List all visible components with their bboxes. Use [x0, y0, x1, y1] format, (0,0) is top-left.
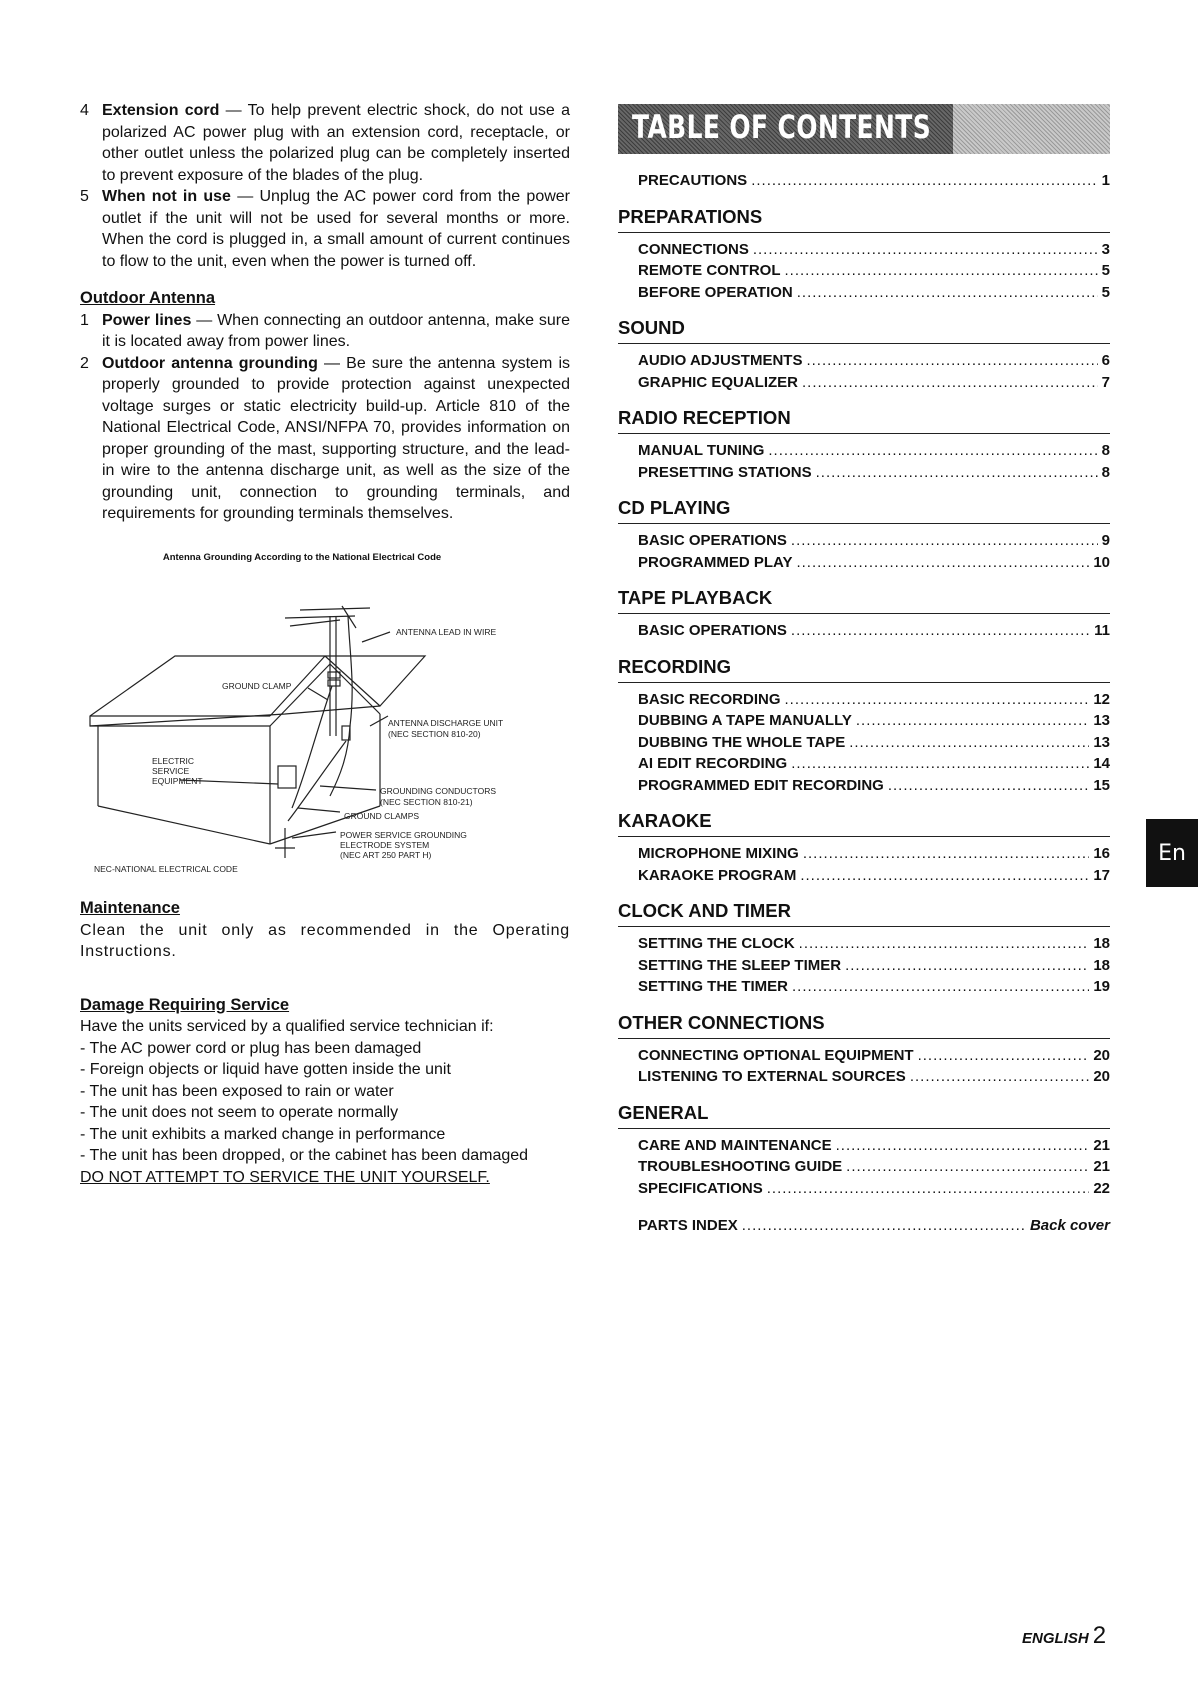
house-antenna-illustration [80, 576, 520, 876]
toc-section-heading: RADIO RECEPTION [618, 407, 1110, 434]
toc-leader-dots [768, 440, 1097, 462]
toc-entry-label: SPECIFICATIONS [638, 1179, 763, 1197]
item-text: — To help prevent electric shock, do not use a polarized AC power plug with an extension cord, receptacle, or other outlet unless the polarized plug can be completely inserted to prevent exposure of the blades of the plug. [102, 102, 570, 184]
toc-entry[interactable] [618, 239, 1110, 261]
toc-entry-page: 22 [1093, 1179, 1110, 1197]
toc-entry[interactable] [618, 530, 1110, 552]
toc-entry-label: CARE AND MAINTENANCE [638, 1136, 832, 1154]
toc-leader-dots [816, 462, 1098, 484]
label-conductors-section: (NEC SECTION 810-21) [380, 797, 473, 807]
toc-leader-dots [910, 1066, 1090, 1088]
label-electric: ELECTRIC [152, 756, 195, 766]
label-discharge-section: (NEC SECTION 810-20) [388, 729, 481, 739]
list-item: - The unit has been exposed to rain or water [80, 1082, 394, 1100]
table-of-contents [618, 104, 1110, 1237]
toc-entry-label: GRAPHIC EQUALIZER [638, 373, 799, 391]
label-ground-clamps: GROUND CLAMPS [344, 811, 420, 821]
toc-entry[interactable] [618, 689, 1110, 711]
toc-entry[interactable] [618, 1156, 1110, 1178]
toc-entry-page: 10 [1093, 553, 1110, 571]
toc-section-heading: KARAOKE [618, 810, 1110, 837]
toc-leader-dots [849, 732, 1089, 754]
toc-leader-dots [785, 689, 1090, 711]
toc-entry-label: CONNECTIONS [638, 240, 749, 258]
toc-entry-page: 9 [1101, 532, 1110, 549]
toc-entry-label: CONNECTING OPTIONAL EQUIPMENT [638, 1046, 914, 1064]
page-number: 2 [1092, 1622, 1107, 1649]
damage-heading: Damage Requiring Service [80, 995, 290, 1014]
toc-entry-label: REMOTE CONTROL [638, 262, 781, 279]
toc-entry-label: SETTING THE SLEEP TIMER [638, 956, 842, 974]
item-number: 4 [80, 102, 89, 119]
toc-entry[interactable] [618, 350, 1110, 372]
toc-entry-page: 21 [1093, 1136, 1110, 1154]
toc-entry-label: AUDIO ADJUSTMENTS [638, 352, 803, 369]
toc-title: TABLE OF CONTENTS [632, 108, 932, 146]
toc-sections [618, 206, 1110, 1200]
label-grounding-conductors: GROUNDING CONDUCTORS [380, 786, 497, 796]
toc-entry-page: 20 [1093, 1068, 1110, 1085]
item-text: — Be sure the antenna system is properly grounded to provide protection against unexpected voltage surges or static electricity build-up. Article 810 of the National Electrical Code, ANSI/NFPA 70, provides information on proper grounding of the mast, supporting structure, and the lead-in wire to the antenna discharge unit, as well as the size of the grounding unit, connection to grounding terminals, and requirements for grounding terminals themselves. [102, 354, 570, 522]
toc-leader-dots [753, 239, 1098, 261]
label-antenna-lead-in: ANTENNA LEAD IN WIRE [396, 627, 497, 637]
page-footer [1022, 1622, 1106, 1650]
toc-leader-dots [767, 1178, 1090, 1200]
antenna-grounding-diagram [80, 576, 570, 876]
toc-entry-page: 20 [1093, 1046, 1110, 1064]
toc-entry-page: 14 [1093, 755, 1110, 772]
list-item: - The unit has been dropped, or the cabinet has been damaged [80, 1147, 529, 1164]
toc-leader-dots [802, 372, 1098, 394]
toc-entry-page: 8 [1101, 463, 1110, 481]
item-text: — Unplug the AC power cord from the power outlet if the unit will not be used for several months or more. When the cord is plugged in, a small amount of current continues to flow to the unit, even when the power is turned off. [102, 188, 570, 270]
toc-entry-label: DUBBING A TAPE MANUALLY [638, 712, 852, 729]
toc-entry[interactable] [618, 282, 1110, 304]
toc-leader-dots [856, 710, 1089, 732]
toc-leader-dots [800, 865, 1089, 887]
damage-intro: Have the units serviced by a qualified service technician if: [80, 1018, 494, 1035]
toc-entry[interactable] [618, 260, 1110, 282]
maintenance-text: Clean the unit only as recommended in the Operating Instructions. [80, 921, 570, 960]
toc-entry-page: 18 [1093, 956, 1110, 974]
toc-leader-dots [918, 1045, 1090, 1067]
item-heading: When not in use [102, 188, 231, 205]
list-item: - The AC power cord or plug has been damaged [80, 1039, 422, 1057]
toc-entry-page: 19 [1093, 978, 1110, 995]
item-text: — When connecting an outdoor antenna, make sure it is located away from power lines. [102, 311, 571, 350]
toc-entry-page: 3 [1101, 240, 1110, 258]
toc-entry-label: BASIC OPERATIONS [638, 622, 787, 639]
item-power-lines [80, 310, 570, 353]
toc-entry-label: SETTING THE TIMER [638, 978, 788, 995]
toc-entry-label: DUBBING THE WHOLE TAPE [638, 733, 846, 751]
toc-leader-dots [836, 1135, 1090, 1157]
label-ground-clamp: GROUND CLAMP [222, 681, 292, 691]
figure-title: Antenna Grounding According to the National Electrical Code [162, 551, 442, 563]
toc-entry[interactable] [618, 1135, 1110, 1157]
toc-entry-page: 8 [1101, 442, 1110, 459]
toc-entry-page: 5 [1101, 283, 1110, 301]
toc-leader-dots [799, 933, 1090, 955]
toc-entry-page: 5 [1101, 262, 1110, 279]
toc-section-heading: GENERAL [618, 1102, 1110, 1129]
toc-entry-label: LISTENING TO EXTERNAL SOURCES [638, 1068, 906, 1085]
toc-entry-label: PRESETTING STATIONS [638, 463, 812, 481]
label-service: SERVICE [152, 766, 190, 776]
toc-entry[interactable] [618, 1066, 1110, 1088]
list-item: - Foreign objects or liquid have gotten inside the unit [80, 1061, 451, 1078]
toc-entry-page: 15 [1093, 776, 1110, 794]
toc-entry-label: PARTS INDEX [638, 1217, 738, 1234]
toc-entry[interactable] [618, 462, 1110, 484]
toc-entry-label: TROUBLESHOOTING GUIDE [638, 1158, 843, 1175]
toc-leader-dots [797, 282, 1098, 304]
label-nec: NEC-NATIONAL ELECTRICAL CODE [94, 864, 238, 874]
toc-section-heading: PREPARATIONS [618, 206, 1110, 233]
toc-entry-label: MANUAL TUNING [638, 442, 765, 459]
toc-leader-dots [888, 775, 1089, 797]
toc-entry-page: 16 [1093, 845, 1110, 862]
label-electrode-2: ELECTRODE SYSTEM [340, 840, 430, 850]
toc-entry[interactable] [618, 843, 1110, 865]
toc-leader-dots [806, 350, 1097, 372]
label-electrode-3: (NEC ART 250 PART H) [340, 850, 432, 860]
toc-entry[interactable] [618, 753, 1110, 775]
toc-entry-label: AI EDIT RECORDING [638, 755, 788, 772]
toc-entry-page: 7 [1101, 373, 1110, 391]
toc-entry[interactable] [618, 1045, 1110, 1067]
toc-entry-page: 12 [1093, 690, 1110, 708]
toc-entry-label: PROGRAMMED PLAY [638, 553, 793, 571]
toc-entry-page: 6 [1101, 352, 1110, 369]
toc-leader-dots [751, 170, 1097, 192]
label-electrode-1: POWER SERVICE GROUNDING [340, 830, 467, 840]
item-number: 2 [80, 354, 89, 372]
toc-entry-label: PROGRAMMED EDIT RECORDING [638, 776, 884, 794]
toc-entry[interactable] [618, 372, 1110, 394]
toc-entry[interactable] [618, 1178, 1110, 1200]
label-equipment: EQUIPMENT [152, 776, 203, 786]
toc-section-heading: RECORDING [618, 656, 1110, 683]
toc-entry-page: 18 [1093, 935, 1110, 952]
toc-section-heading: CLOCK AND TIMER [618, 900, 1110, 927]
safety-column [80, 100, 570, 1188]
label-discharge-unit: ANTENNA DISCHARGE UNIT [388, 718, 504, 728]
item-heading: Outdoor antenna grounding [102, 354, 318, 372]
toc-section-heading: SOUND [618, 317, 1110, 344]
toc-entry-label: MICROPHONE MIXING [638, 845, 799, 862]
toc-entry[interactable] [618, 440, 1110, 462]
toc-entry-page: 21 [1093, 1158, 1110, 1175]
damage-list [80, 1038, 570, 1167]
item-heading: Extension cord [102, 102, 220, 119]
toc-entry-page: 17 [1093, 866, 1110, 884]
item-number: 1 [80, 311, 89, 329]
service-warning: DO NOT ATTEMPT TO SERVICE THE UNIT YOURSELF. [80, 1168, 490, 1186]
toc-leader-dots [792, 976, 1089, 998]
toc-entry[interactable] [618, 933, 1110, 955]
outdoor-antenna-heading: Outdoor Antenna [80, 289, 216, 307]
toc-leader-dots [791, 530, 1098, 552]
toc-leader-dots [791, 753, 1089, 775]
toc-entry-label: KARAOKE PROGRAM [638, 866, 797, 884]
toc-leader-dots [803, 843, 1089, 865]
toc-entry-label: BASIC RECORDING [638, 690, 781, 708]
toc-entry[interactable] [618, 710, 1110, 732]
toc-leader-dots [846, 1156, 1089, 1178]
toc-entry-label: PRECAUTIONS [638, 172, 748, 189]
toc-entry[interactable] [618, 865, 1110, 887]
toc-leader-dots [796, 552, 1089, 574]
maintenance-heading: Maintenance [80, 899, 180, 917]
toc-leader-dots [791, 620, 1090, 642]
toc-entry-page: 13 [1093, 712, 1110, 729]
language-tab: En [1146, 819, 1198, 887]
toc-entry[interactable] [618, 170, 1110, 192]
item-heading: Power lines [102, 311, 192, 329]
item-number: 5 [80, 188, 89, 205]
toc-entry-page: Back cover [1029, 1217, 1110, 1234]
toc-entry[interactable] [618, 732, 1110, 754]
toc-entry-page: 13 [1093, 733, 1110, 751]
toc-leader-dots [785, 260, 1098, 282]
toc-entry-label: SETTING THE CLOCK [638, 935, 795, 952]
toc-entry-page: 11 [1094, 622, 1110, 639]
toc-entry-label: BEFORE OPERATION [638, 283, 793, 301]
list-item: - The unit does not seem to operate normally [80, 1104, 399, 1121]
toc-entry[interactable] [618, 976, 1110, 998]
toc-entry-page: 1 [1101, 172, 1110, 189]
list-item: - The unit exhibits a marked change in performance [80, 1125, 446, 1143]
toc-section-heading: TAPE PLAYBACK [618, 587, 1110, 614]
item-extension-cord [80, 100, 570, 186]
toc-leader-dots [845, 955, 1089, 977]
toc-banner [618, 104, 1110, 154]
toc-entry[interactable] [618, 552, 1110, 574]
toc-entry[interactable] [618, 955, 1110, 977]
toc-section-heading: OTHER CONNECTIONS [618, 1012, 1110, 1039]
item-when-not-in-use [80, 186, 570, 272]
toc-section-heading: CD PLAYING [618, 497, 1110, 524]
toc-entry-label: BASIC OPERATIONS [638, 532, 787, 549]
item-antenna-grounding [80, 353, 570, 525]
toc-entry[interactable] [618, 620, 1110, 642]
toc-entry[interactable] [618, 775, 1110, 797]
toc-leader-dots [742, 1215, 1026, 1237]
footer-language: ENGLISH [1022, 1630, 1089, 1647]
toc-entry[interactable] [618, 1215, 1110, 1237]
